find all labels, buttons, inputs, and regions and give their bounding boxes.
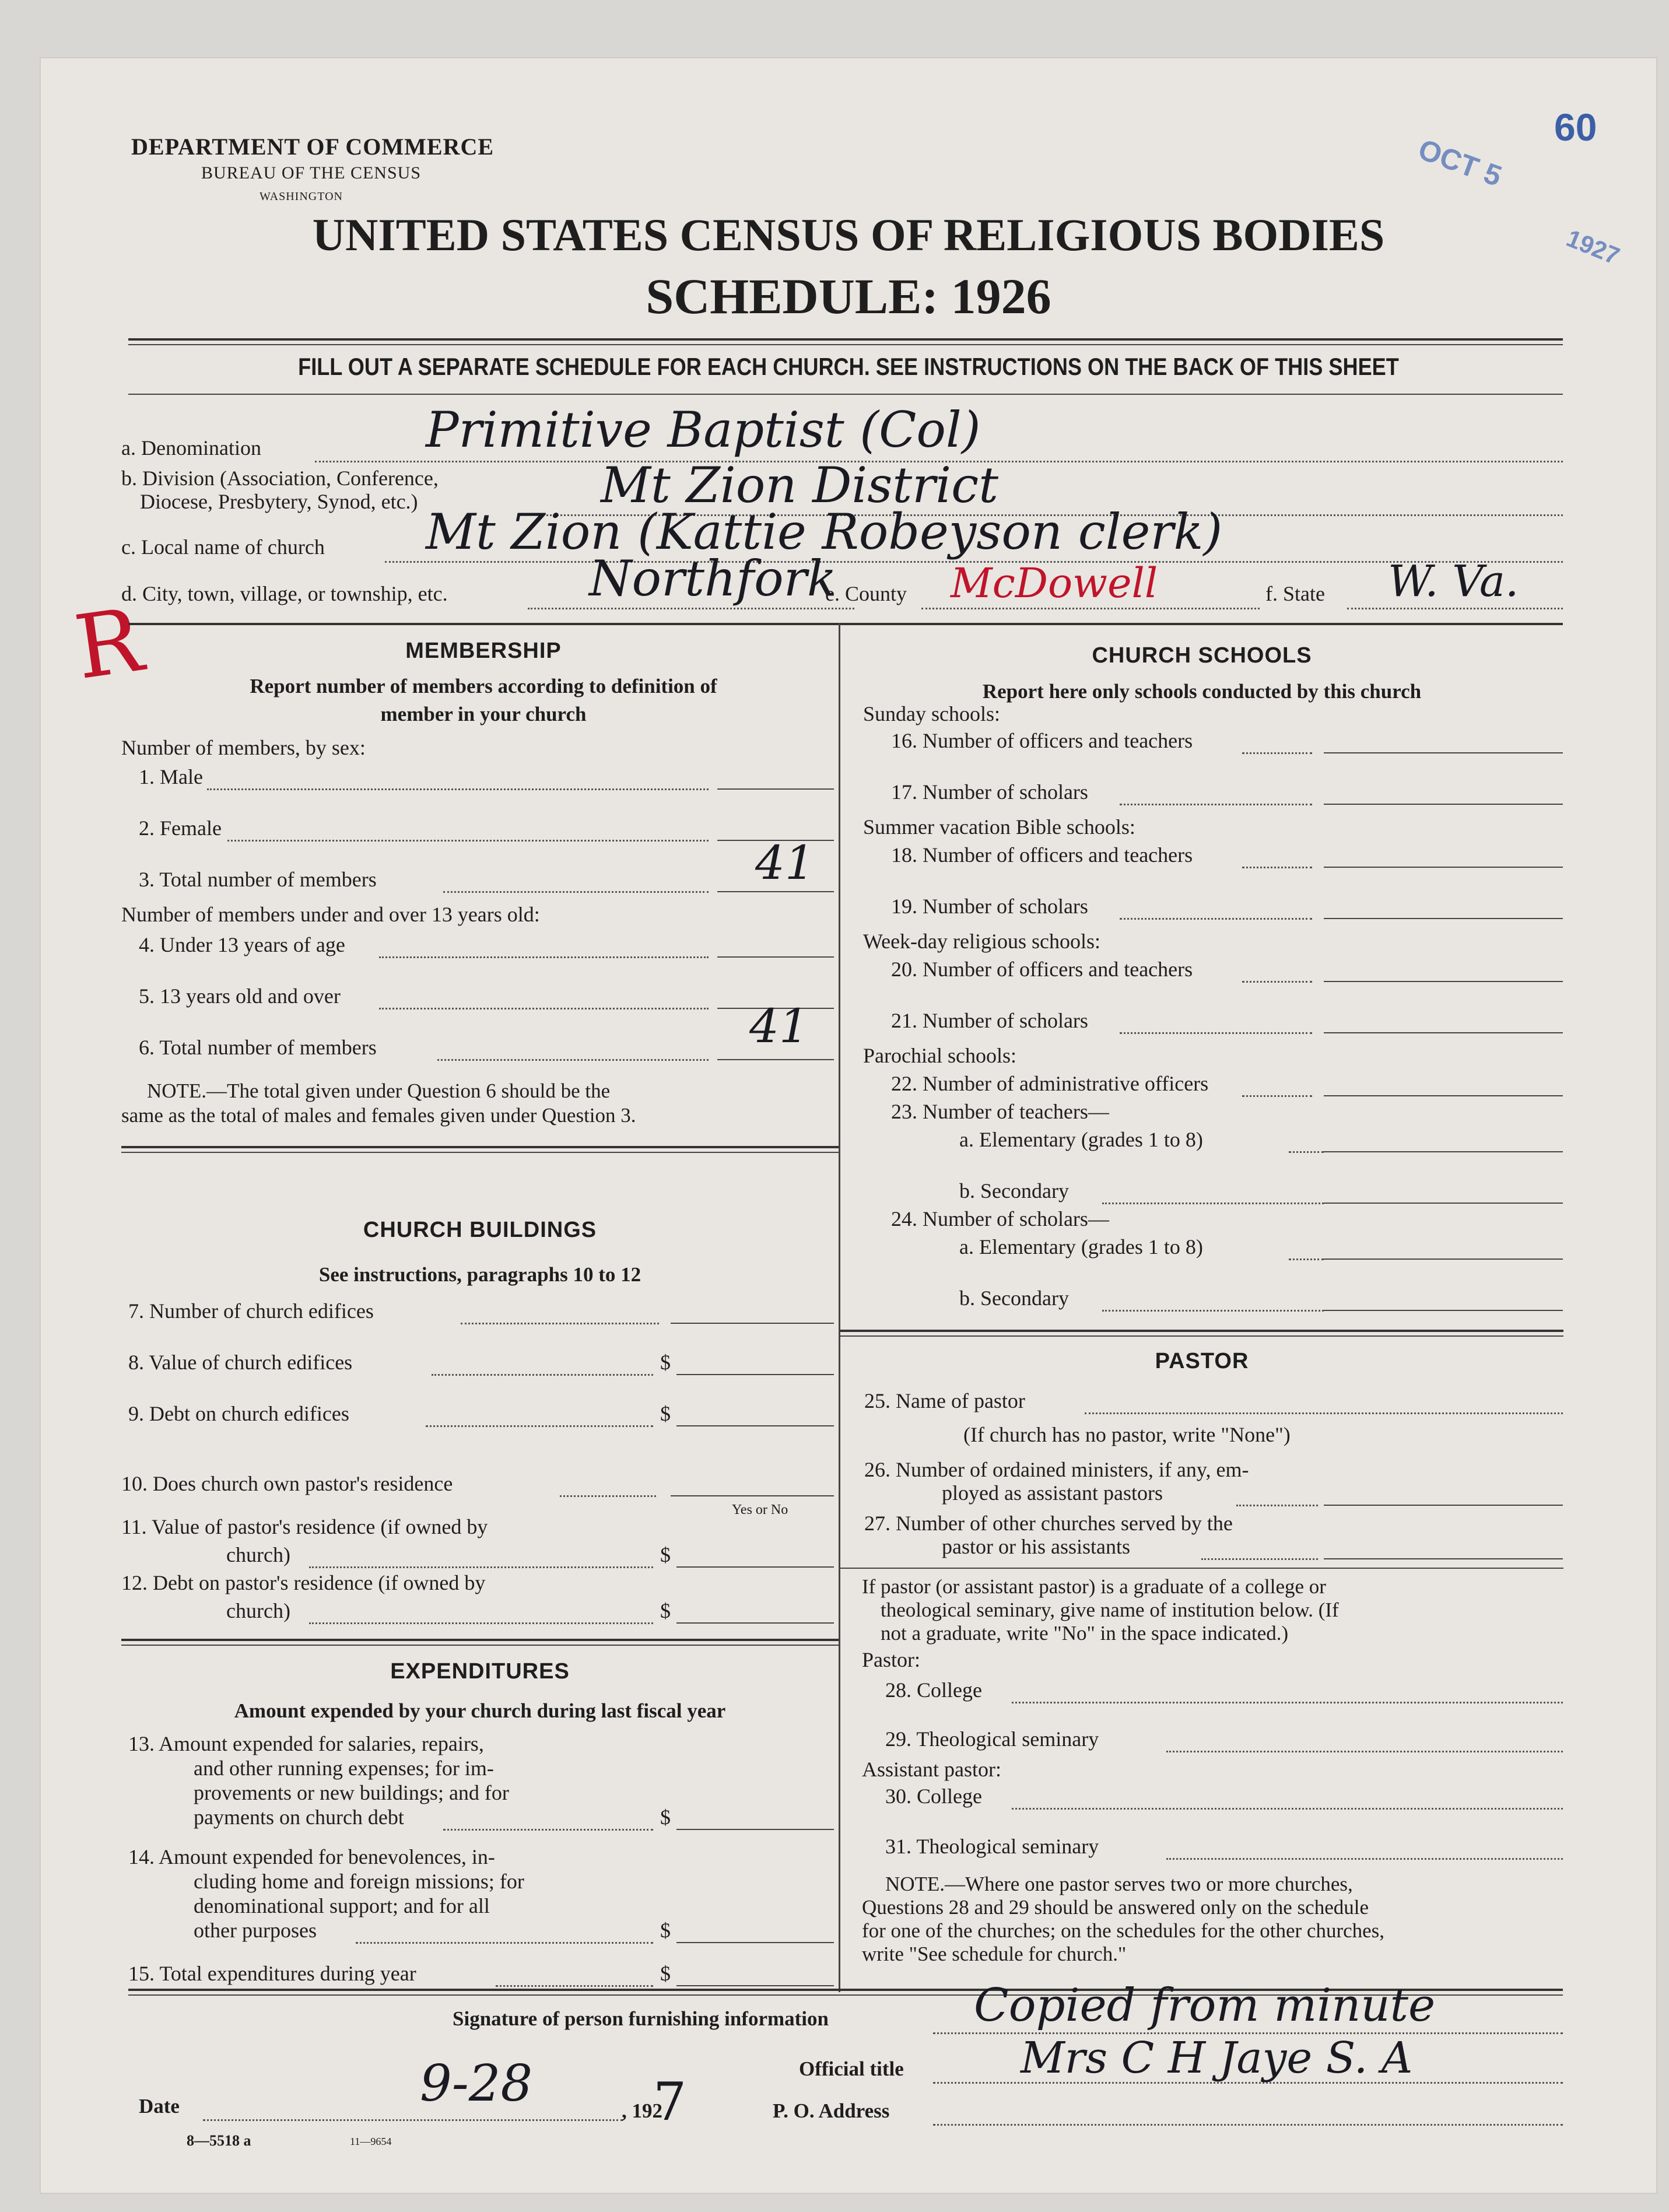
q3-field[interactable] — [717, 891, 834, 892]
division-value[interactable]: Mt Zion District — [601, 457, 998, 514]
q26-field[interactable] — [1324, 1505, 1563, 1506]
q17-line — [1120, 804, 1312, 805]
q20-label: 20. Number of officers and teachers — [891, 958, 1193, 981]
q27-label-2: pastor or his assistants — [942, 1535, 1130, 1558]
pastor-note-1: NOTE.—Where one pastor serves two or more churches, — [885, 1873, 1353, 1895]
q4-line — [379, 956, 709, 958]
official-title-value[interactable]: Mrs C H Jaye S. A — [1021, 2033, 1413, 2083]
census-schedule-sheet — [41, 58, 1656, 2193]
pastor-sublabel: Pastor: — [862, 1648, 921, 1671]
graduate-text-3: not a graduate, write "No" in the space indicated.) — [881, 1622, 1289, 1645]
membership-heading: MEMBERSHIP — [405, 639, 562, 663]
q24a-line — [1289, 1259, 1324, 1260]
stamp-number: 60 — [1554, 106, 1597, 149]
header-rule-bottom — [128, 394, 1563, 395]
buildings-rule — [121, 1146, 839, 1148]
buildings-sub: See instructions, paragraphs 10 to 12 — [318, 1263, 641, 1286]
q2-label: 2. Female — [139, 816, 222, 840]
q14-dollar: $ — [660, 1919, 671, 1942]
buildings-rule-thin — [121, 1152, 839, 1153]
q11-line — [309, 1566, 653, 1568]
q10-line — [560, 1495, 656, 1497]
city-town-line — [528, 608, 854, 609]
graduate-text-2: theological seminary, give name of institution below. (If — [881, 1598, 1339, 1621]
q13-label-3: provements or new buildings; and for — [194, 1781, 509, 1804]
q23b-field[interactable] — [1324, 1203, 1563, 1204]
q21-line — [1120, 1032, 1312, 1034]
stamp-year: 1927 — [1562, 224, 1624, 270]
q22-line — [1242, 1095, 1312, 1097]
denomination-value[interactable]: Primitive Baptist (Col) — [426, 401, 981, 458]
q27-field[interactable] — [1324, 1558, 1563, 1559]
county-line — [921, 608, 1260, 609]
q27-label-1: 27. Number of other churches served by the — [864, 1512, 1233, 1535]
q13-label-2: and other running expenses; for im- — [194, 1757, 494, 1780]
q27-line — [1201, 1558, 1318, 1560]
q25-label: 25. Name of pastor — [864, 1389, 1025, 1412]
date-value[interactable]: 9-28 — [420, 2055, 533, 2113]
q1-label: 1. Male — [139, 765, 203, 788]
q26-line — [1236, 1505, 1318, 1506]
expenditures-rule — [121, 1639, 839, 1641]
q14-label-3: denominational support; and for all — [194, 1894, 490, 1917]
q24a-field[interactable] — [1324, 1259, 1563, 1260]
q18-field[interactable] — [1324, 867, 1563, 868]
yes-no-hint: Yes or No — [732, 1502, 788, 1517]
section-rule — [128, 623, 1563, 625]
q25-note: (If church has no pastor, write "None") — [963, 1423, 1291, 1446]
q21-field[interactable] — [1324, 1032, 1563, 1033]
instruction-banner: FILL OUT A SEPARATE SCHEDULE FOR EACH CHURCH. SEE INSTRUCTIONS ON THE BACK OF THIS SHEET — [298, 353, 1399, 380]
q22-field[interactable] — [1324, 1095, 1563, 1096]
q12-label-1: 12. Debt on pastor's residence (if owned by — [121, 1571, 486, 1594]
pastor-note-3: for one of the churches; on the schedules for the other churches, — [862, 1919, 1385, 1942]
official-title-label: Official title — [799, 2057, 904, 2080]
parochial-schools-label: Parochial schools: — [863, 1044, 1016, 1067]
pastor-note-2: Questions 28 and 29 should be answered only on the schedule — [862, 1896, 1369, 1919]
q14-line — [356, 1942, 653, 1944]
q17-label: 17. Number of scholars — [891, 780, 1088, 804]
q22-label: 22. Number of administrative officers — [891, 1072, 1209, 1095]
by-sex-label: Number of members, by sex: — [121, 736, 366, 759]
q15-field[interactable] — [676, 1985, 834, 1986]
q10-label: 10. Does church own pastor's residence — [121, 1472, 453, 1495]
q24b-field[interactable] — [1324, 1310, 1563, 1311]
buildings-heading: CHURCH BUILDINGS — [363, 1218, 597, 1242]
q14-label-2: cluding home and foreign missions; for — [194, 1870, 524, 1893]
county-value[interactable]: McDowell — [951, 559, 1158, 607]
q3-label: 3. Total number of members — [139, 868, 377, 891]
date-line — [203, 2119, 623, 2121]
q3-value[interactable]: 41 — [755, 836, 815, 890]
q5-line — [379, 1008, 709, 1009]
q31-label: 31. Theological seminary — [885, 1835, 1099, 1858]
q12-line — [309, 1622, 653, 1624]
q11-field[interactable] — [676, 1566, 834, 1568]
q13-dollar: $ — [660, 1806, 671, 1829]
q18-label: 18. Number of officers and teachers — [891, 843, 1193, 867]
q14-label-4: other purposes — [194, 1919, 317, 1942]
q24a-label: a. Elementary (grades 1 to 8) — [959, 1235, 1203, 1259]
q29-label: 29. Theological seminary — [885, 1727, 1099, 1751]
membership-note-2: same as the total of males and females given under Question 3. — [121, 1104, 636, 1127]
q23a-label: a. Elementary (grades 1 to 8) — [959, 1128, 1203, 1151]
q21-label: 21. Number of scholars — [891, 1009, 1088, 1032]
membership-note-1: NOTE.—The total given under Question 6 should be the — [147, 1079, 611, 1102]
q6-value[interactable]: 41 — [749, 999, 809, 1053]
q19-field[interactable] — [1324, 918, 1563, 919]
q2-line — [227, 840, 709, 842]
q16-label: 16. Number of officers and teachers — [891, 729, 1193, 752]
q13-line — [443, 1829, 653, 1831]
q7-field[interactable] — [671, 1323, 834, 1324]
q1-field[interactable] — [717, 788, 834, 790]
expenditures-sub: Amount expended by your church during last fiscal year — [234, 1699, 726, 1722]
membership-sub-1: Report number of members according to definition of — [250, 675, 717, 697]
q8-field[interactable] — [676, 1374, 834, 1375]
denomination-label: a. Denomination — [121, 436, 261, 460]
q3-line — [443, 891, 709, 893]
q20-field[interactable] — [1324, 981, 1563, 982]
sunday-schools-label: Sunday schools: — [863, 702, 1001, 725]
stamp-date: OCT 5 — [1414, 132, 1506, 193]
q30-label: 30. College — [885, 1785, 982, 1808]
pastor-rule-thin — [840, 1335, 1563, 1337]
column-divider — [839, 623, 840, 1992]
assistant-sublabel: Assistant pastor: — [862, 1758, 1001, 1781]
q18-line — [1242, 867, 1312, 868]
by-age-label: Number of members under and over 13 years old: — [121, 903, 540, 926]
q5-label: 5. 13 years old and over — [139, 984, 341, 1008]
q13-field[interactable] — [676, 1829, 834, 1830]
pastor-rule — [840, 1330, 1563, 1332]
date-label: Date — [139, 2095, 180, 2118]
q23a-line — [1289, 1151, 1324, 1153]
q4-field[interactable] — [717, 956, 834, 958]
q12-field[interactable] — [676, 1622, 834, 1624]
city-town-value[interactable]: Northfork — [589, 550, 837, 607]
q28-field[interactable] — [1012, 1702, 1563, 1703]
q31-field[interactable] — [1166, 1858, 1563, 1860]
q7-label: 7. Number of church edifices — [128, 1299, 374, 1323]
county-label: e. County — [825, 582, 907, 605]
church-name-label: c. Local name of church — [121, 535, 325, 559]
q24b-label: b. Secondary — [959, 1286, 1069, 1310]
signature-value[interactable]: Copied from minute — [974, 1979, 1436, 2032]
q28-label: 28. College — [885, 1678, 982, 1702]
year-digit[interactable]: 7 — [653, 2071, 687, 2133]
po-address-label: P. O. Address — [773, 2099, 890, 2122]
q9-field[interactable] — [676, 1425, 834, 1426]
pastor-note-4: write "See schedule for church." — [862, 1943, 1127, 1965]
q15-dollar: $ — [660, 1962, 671, 1985]
q23b-line — [1102, 1203, 1324, 1204]
q16-line — [1242, 752, 1312, 754]
q8-label: 8. Value of church edifices — [128, 1351, 353, 1374]
q23a-field[interactable] — [1324, 1151, 1563, 1152]
q13-label-4: payments on church debt — [194, 1806, 404, 1829]
q25-line — [1085, 1412, 1563, 1414]
q19-label: 19. Number of scholars — [891, 895, 1088, 918]
state-line — [1347, 608, 1563, 609]
q20-line — [1242, 981, 1312, 983]
graduate-rule — [840, 1568, 1563, 1569]
q23b-label: b. Secondary — [959, 1179, 1069, 1203]
q12-label-2: church) — [226, 1599, 290, 1622]
q9-line — [426, 1425, 653, 1427]
q15-line — [496, 1985, 653, 1987]
q12-dollar: $ — [660, 1599, 671, 1622]
q29-field[interactable] — [1166, 1751, 1563, 1752]
q16-field[interactable] — [1324, 752, 1563, 753]
state-label: f. State — [1265, 582, 1325, 605]
state-value[interactable]: W. Va. — [1388, 556, 1519, 607]
q15-label: 15. Total expenditures during year — [128, 1962, 416, 1985]
q23-label: 23. Number of teachers— — [891, 1100, 1109, 1123]
q10-field[interactable] — [671, 1495, 834, 1496]
q14-label-1: 14. Amount expended for benevolences, in- — [128, 1845, 495, 1869]
schedule-title: SCHEDULE: 1926 — [646, 268, 1051, 324]
division-label-1: b. Division (Association, Conference, — [121, 467, 439, 490]
q26-label-2: ployed as assistant pastors — [942, 1481, 1163, 1505]
city-label: WASHINGTON — [260, 190, 343, 203]
q6-label: 6. Total number of members — [139, 1036, 377, 1059]
q26-label-1: 26. Number of ordained ministers, if any, em- — [864, 1458, 1249, 1481]
q13-label-1: 13. Amount expended for salaries, repairs, — [128, 1732, 484, 1755]
q9-label: 9. Debt on church edifices — [128, 1402, 349, 1425]
pastor-heading: PASTOR — [1155, 1349, 1249, 1373]
department-label: DEPARTMENT OF COMMERCE — [131, 134, 495, 160]
q1-line — [207, 788, 709, 790]
signature-label: Signature of person furnishing information — [453, 2007, 829, 2030]
q24-label: 24. Number of scholars— — [891, 1207, 1109, 1231]
q8-line — [432, 1374, 653, 1376]
page-title: UNITED STATES CENSUS OF RELIGIOUS BODIES — [312, 209, 1385, 260]
q7-line — [461, 1323, 659, 1324]
print-number: 11—9654 — [350, 2136, 392, 2147]
schools-sub: Report here only schools conducted by this church — [982, 680, 1422, 703]
q17-field[interactable] — [1324, 804, 1563, 805]
q19-line — [1120, 918, 1312, 920]
q8-dollar: $ — [660, 1351, 671, 1374]
header-rule-top-thin — [128, 344, 1563, 345]
q6-field[interactable] — [717, 1059, 834, 1060]
q11-label-1: 11. Value of pastor's residence (if owned by — [121, 1515, 488, 1538]
q24b-line — [1102, 1310, 1324, 1312]
expenditures-heading: EXPENDITURES — [390, 1659, 570, 1684]
city-town-label: d. City, town, village, or township, etc. — [121, 582, 448, 605]
q30-field[interactable] — [1012, 1808, 1563, 1810]
weekday-schools-label: Week-day religious schools: — [863, 930, 1101, 953]
division-label-2: Diocese, Presbytery, Synod, etc.) — [140, 490, 418, 513]
form-number: 8—5518 a — [187, 2132, 251, 2149]
bureau-label: BUREAU OF THE CENSUS — [201, 163, 421, 183]
year-prefix: , 192 — [622, 2099, 662, 2122]
q9-dollar: $ — [660, 1402, 671, 1425]
po-address-field[interactable] — [933, 2124, 1563, 2126]
q14-field[interactable] — [676, 1942, 834, 1943]
membership-sub-2: member in your church — [380, 703, 587, 725]
header-rule-top — [128, 338, 1563, 341]
q11-dollar: $ — [660, 1543, 671, 1566]
expenditures-rule-thin — [121, 1645, 839, 1646]
q4-label: 4. Under 13 years of age — [139, 933, 345, 956]
margin-mark: R — [69, 589, 149, 700]
schools-heading: CHURCH SCHOOLS — [1092, 643, 1312, 668]
graduate-text-1: If pastor (or assistant pastor) is a graduate of a college or — [862, 1575, 1326, 1598]
summer-schools-label: Summer vacation Bible schools: — [863, 815, 1135, 839]
q11-label-2: church) — [226, 1543, 290, 1566]
q6-line — [437, 1059, 709, 1061]
church-name-value[interactable]: Mt Zion (Kattie Robeyson clerk) — [426, 503, 1223, 560]
